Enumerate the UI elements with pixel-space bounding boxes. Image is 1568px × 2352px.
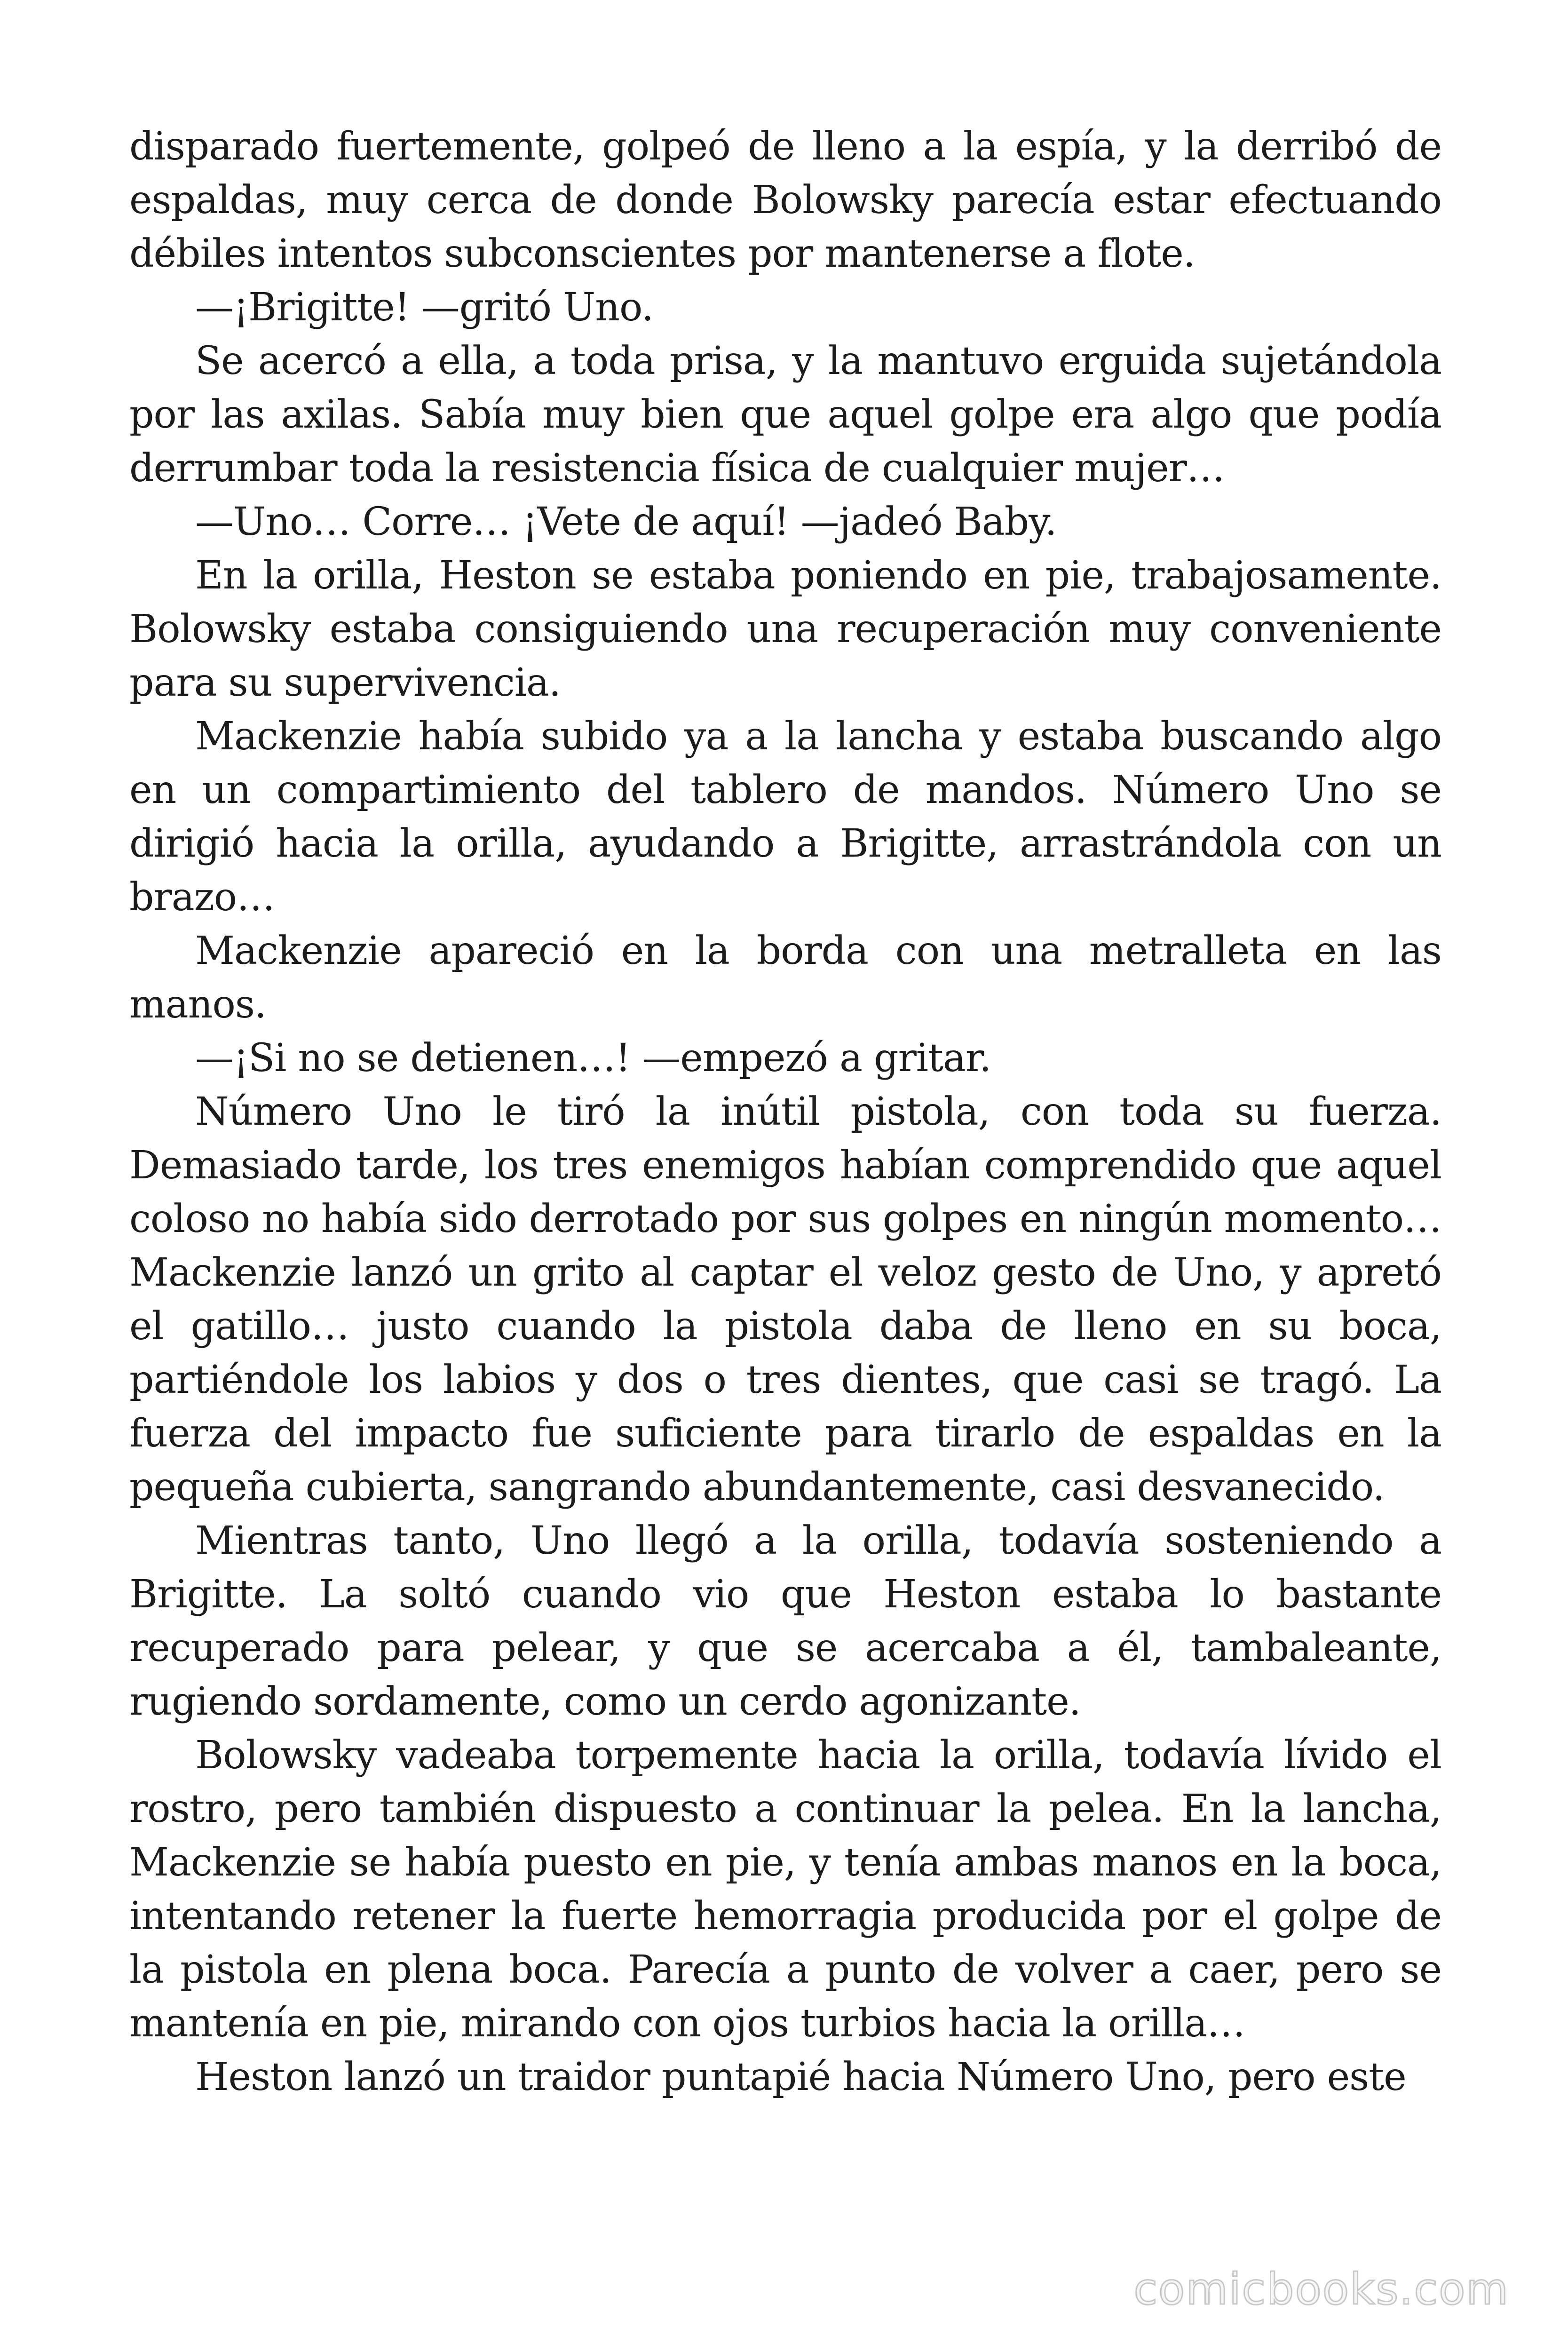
paragraph: —Uno… Corre… ¡Vete de aquí! —jadeó Baby. (195, 500, 1057, 544)
paragraph: Mackenzie había subido ya a la lancha y estaba buscando algo en un compartimiento del tablero de mandos. Número Uno se dirigió hacia la orilla, ayudando a Brigitte, arrastrándola con un brazo… (129, 714, 1441, 920)
paragraph: En la orilla, Heston se estaba poniendo en pie, trabajosamente. Bolowsky estaba consiguiendo una recuperación muy conveniente para su supervivencia. (129, 553, 1441, 705)
paragraph: Número Uno le tiró la inútil pistola, con toda su fuerza. Demasiado tarde, los tres enemigos habían comprendido que aquel coloso no había sido derrotado por sus golpes en ningún momento… Mackenzie lanzó un grito al captar el veloz gesto de Uno, y apretó el gatillo… justo cuando la pistola daba de lleno en su boca, partiéndole los labios y dos o tres dientes, que casi se tragó. La fuerza del impacto fue suficiente para tirarlo de espaldas en la pequeña cubierta, sangrando abundantemente, casi desvanecido. (129, 1089, 1441, 1510)
paragraph: Mientras tanto, Uno llegó a la orilla, todavía sosteniendo a Brigitte. La soltó cuando vio que Heston estaba lo bastante recuperado para pelear, y que se acercaba a él, tambaleante, rugiendo sordamente, como un cerdo agonizante. (129, 1518, 1441, 1724)
paragraph: Mackenzie apareció en la borda con una metralleta en las manos. (129, 929, 1441, 1027)
paragraph: Heston lanzó un traidor puntapié hacia Número Uno, pero este (195, 2055, 1406, 2099)
page-body-text (129, 120, 1441, 2104)
paragraph: disparado fuertemente, golpeó de lleno a la espía, y la derribó de espaldas, muy cerca de donde Bolowsky parecía estar efectuando débiles intentos subconscientes por mantenerse a flote. (129, 124, 1441, 276)
paragraph: Se acercó a ella, a toda prisa, y la mantuvo erguida sujetándola por las axilas. Sabía muy bien que aquel golpe era algo que podía derrumbar toda la resistencia física de cualquier mujer… (129, 339, 1441, 491)
paragraph: Bolowsky vadeaba torpemente hacia la orilla, todavía lívido el rostro, pero también dispuesto a continuar la pelea. En la lancha, Mackenzie se había puesto en pie, y tenía ambas manos en la boca, intentando retener la fuerte hemorragia producida por el golpe de la pistola en plena boca. Parecía a punto de volver a caer, pero se mantenía en pie, mirando con ojos turbios hacia la orilla… (129, 1733, 1441, 2046)
paragraph: —¡Si no se detienen…! —empezó a gritar. (195, 1036, 991, 1081)
paragraph: —¡Brigitte! —gritó Uno. (195, 285, 654, 330)
watermark: comicbooks.com (1133, 2264, 1509, 2314)
